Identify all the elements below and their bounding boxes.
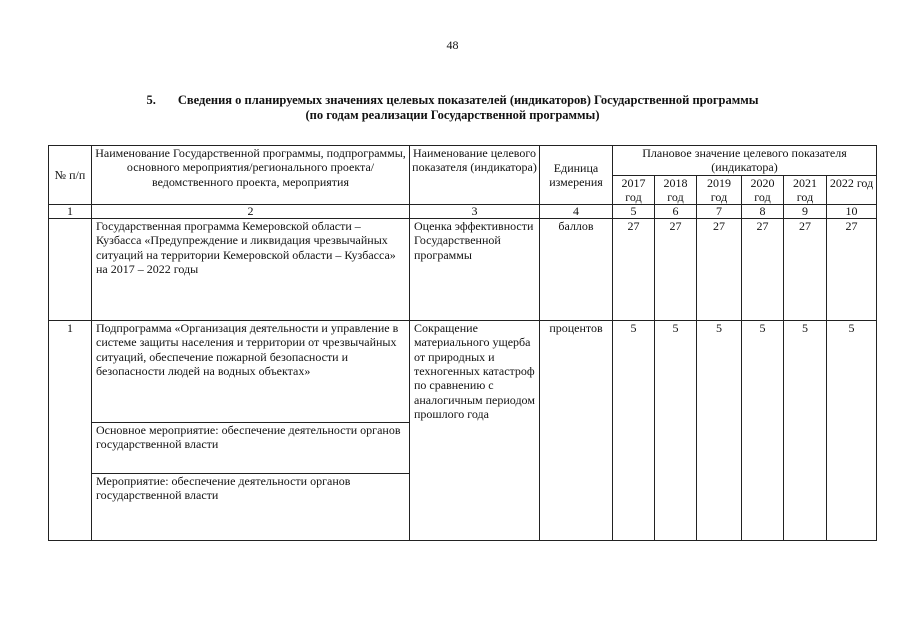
- program-row: [49, 219, 877, 321]
- program-value: 27: [742, 219, 784, 321]
- column-number: 1: [49, 205, 92, 219]
- program-num: [49, 219, 92, 321]
- subprogram-row: [49, 321, 877, 423]
- main-activity-name: Основное мероприятие: обеспечение деятельности органов государственной власти: [92, 423, 410, 474]
- subprogram-value: 5: [827, 321, 877, 541]
- subprogram-value: 5: [655, 321, 697, 541]
- page-number: 48: [446, 38, 459, 52]
- indicators-table: [48, 145, 877, 541]
- column-number: 6: [655, 205, 697, 219]
- column-number: 5: [613, 205, 655, 219]
- header-year: 2017 год: [613, 175, 655, 205]
- subprogram-unit: процентов: [540, 321, 613, 541]
- heading-text-1: Сведения о планируемых значениях целевых показателей (индикаторов) Государственной программы: [177, 93, 759, 107]
- program-unit: баллов: [540, 219, 613, 321]
- subprogram-name: Подпрограмма «Организация деятельности и управление в системе защиты населения и территории от чрезвычайных ситуаций, обеспечение пожарной безопасности и безопасности людей на водных объектах»: [92, 321, 410, 423]
- header-num: № п/п: [49, 146, 92, 205]
- subprogram-indicator: Сокращение материального ущерба от природных и техногенных катастроф по сравнению с аналогичным периодом прошлого года: [410, 321, 540, 541]
- header-year: 2018 год: [655, 175, 697, 205]
- column-number: 4: [540, 205, 613, 219]
- program-value: 27: [784, 219, 827, 321]
- header-name: Наименование Государственной программы, подпрограммы, основного мероприятия/регионального проекта/ведомственного проекта, мероприятия: [92, 146, 410, 205]
- program-value: 27: [697, 219, 742, 321]
- header-year: 2022 год: [827, 175, 877, 205]
- activity-name: Мероприятие: обеспечение деятельности органов государственной власти: [92, 474, 410, 541]
- column-number: 9: [784, 205, 827, 219]
- header-year: 2020 год: [742, 175, 784, 205]
- header-indicator: Наименование целевого показателя (индикатора): [410, 146, 540, 205]
- heading-line-1: [0, 93, 905, 108]
- heading-number: 5.: [146, 93, 156, 107]
- column-number-row: [49, 205, 877, 219]
- subprogram-num: 1: [49, 321, 92, 541]
- subprogram-value: 5: [697, 321, 742, 541]
- column-number: 10: [827, 205, 877, 219]
- header-unit: Единица измерения: [540, 146, 613, 205]
- program-value: 27: [613, 219, 655, 321]
- subprogram-value: 5: [742, 321, 784, 541]
- heading-line-2: (по годам реализации Государственной программы): [305, 108, 600, 122]
- subprogram-value: 5: [784, 321, 827, 541]
- header-year: 2019 год: [697, 175, 742, 205]
- subprogram-value: 5: [613, 321, 655, 541]
- column-number: 3: [410, 205, 540, 219]
- column-number: 8: [742, 205, 784, 219]
- program-value: 27: [655, 219, 697, 321]
- column-number: 2: [92, 205, 410, 219]
- header-planned: Плановое значение целевого показателя (индикатора): [613, 146, 877, 176]
- column-number: 7: [697, 205, 742, 219]
- program-value: 27: [827, 219, 877, 321]
- header-year: 2021 год: [784, 175, 827, 205]
- program-name: Государственная программа Кемеровской области – Кузбасса «Предупреждение и ликвидация чрезвычайных ситуаций на территории Кемеровской области – Кузбасса» на 2017 – 2022 годы: [92, 219, 410, 321]
- section-heading: [0, 93, 905, 123]
- header-row-1: [49, 146, 877, 176]
- program-indicator: Оценка эффективности Государственной программы: [410, 219, 540, 321]
